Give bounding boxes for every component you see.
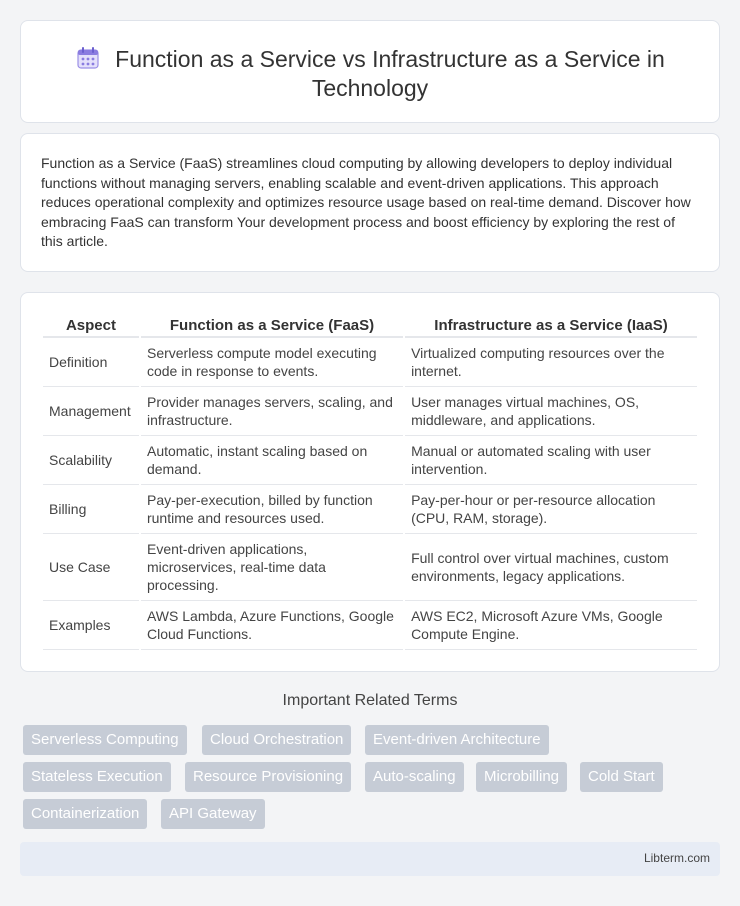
term-tag[interactable]: Event-driven Architecture (365, 725, 549, 755)
term-tag[interactable]: Cloud Orchestration (202, 725, 351, 755)
row-faas: AWS Lambda, Azure Functions, Google Cloud Functions. (141, 601, 403, 650)
row-iaas: User manages virtual machines, OS, middleware, and applications. (405, 387, 697, 436)
row-iaas: Full control over virtual machines, custom environments, legacy applications. (405, 534, 697, 601)
page-title-wrap (21, 45, 719, 103)
row-faas: Automatic, instant scaling based on demand. (141, 436, 403, 485)
table-row (43, 601, 697, 650)
intro-card (20, 133, 720, 272)
row-aspect: Billing (43, 485, 139, 534)
row-faas: Provider manages servers, scaling, and infrastructure. (141, 387, 403, 436)
row-aspect: Management (43, 387, 139, 436)
table-header-row (43, 317, 697, 338)
term-tag[interactable]: Serverless Computing (23, 725, 187, 755)
term-tag[interactable]: API Gateway (161, 799, 265, 829)
table-row (43, 338, 697, 387)
row-iaas: Manual or automated scaling with user intervention. (405, 436, 697, 485)
table-row (43, 387, 697, 436)
header-aspect: Aspect (43, 317, 139, 338)
term-tag[interactable]: Containerization (23, 799, 147, 829)
table-row (43, 485, 697, 534)
row-aspect: Examples (43, 601, 139, 650)
comparison-card (20, 292, 720, 672)
calendar-icon (75, 45, 101, 71)
footer-site-link[interactable]: Libterm.com (643, 851, 710, 865)
term-tag[interactable]: Microbilling (476, 762, 567, 792)
row-iaas: Virtualized computing resources over the internet. (405, 338, 697, 387)
header-faas: Function as a Service (FaaS) (141, 317, 403, 338)
table-row (43, 436, 697, 485)
term-tag[interactable]: Stateless Execution (23, 762, 171, 792)
comparison-table (41, 317, 699, 650)
row-iaas: AWS EC2, Microsoft Azure VMs, Google Compute Engine. (405, 601, 697, 650)
row-aspect: Definition (43, 338, 139, 387)
row-faas: Event-driven applications, microservices, real-time data processing. (141, 534, 403, 601)
header-iaas: Infrastructure as a Service (IaaS) (405, 317, 697, 338)
related-terms-heading: Important Related Terms (282, 692, 458, 709)
term-tag[interactable]: Resource Provisioning (185, 762, 351, 792)
row-aspect: Scalability (43, 436, 139, 485)
row-faas: Serverless compute model executing code in response to events. (141, 338, 403, 387)
title-card (20, 20, 720, 123)
row-iaas: Pay-per-hour or per-resource allocation (CPU, RAM, storage). (405, 485, 697, 534)
table-row (43, 534, 697, 601)
row-faas: Pay-per-execution, billed by function runtime and resources used. (141, 485, 403, 534)
intro-paragraph: Function as a Service (FaaS) streamlines cloud computing by allowing developers to deploy individual functions without managing servers, enabling scalable and event-driven applications. This approach reduces operational complexity and optimizes resource usage based on real-time demand. Discover how embracing FaaS can transform Your development process and boost efficiency by exploring the rest of this article. (41, 155, 691, 250)
term-tag[interactable]: Cold Start (580, 762, 663, 792)
term-tag[interactable]: Auto-scaling (365, 762, 464, 792)
row-aspect: Use Case (43, 534, 139, 601)
page-title: Function as a Service vs Infrastructure as a Service in Technology (115, 46, 665, 101)
footer (20, 842, 720, 876)
